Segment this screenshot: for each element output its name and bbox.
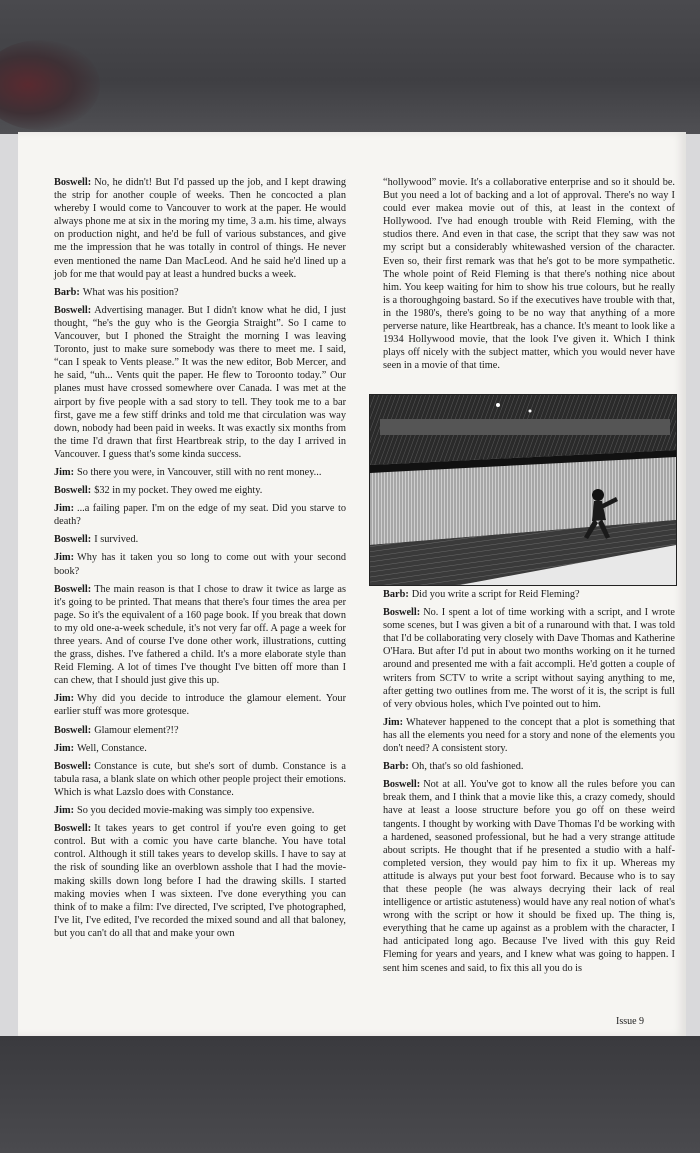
interview-paragraph (383, 588, 675, 601)
paragraph-text: What was his position? (82, 286, 179, 298)
speaker-label: Jim: (54, 805, 75, 817)
speaker-label: Boswell: (54, 304, 92, 316)
paragraph-text: Did you write a script for Reid Fleming? (411, 589, 580, 600)
paragraph-text: Not at all. You've got to know all the rules before you can break them, and I think that a movie like this, a crazy comedy, should have at least a loose structure before you go off on these weird tangents. I thought by working with Dave Thomas I'd be working with a hardened, seasoned professional, but he had a very strange attitude about scripts. He thought that if he presented a studio with a half-completed version, they would pay him to fix it up. Whereas my attitude is always put your best foot forward. Because who is to say that these people (he was always decrying their lack of real intelligence or artistic astuteness) would have any real notion of what's wrong with the script or how it should be fixed up. The thing is, everything that he came up against as a problem with the character, I had anticipated long ago. Because I've lived with this guy Reid Fleming for years and years, and I knew what was going to happen. I sent him scenes and said, to fix this all you do is (383, 779, 675, 974)
interview-paragraph (54, 176, 346, 281)
star (496, 403, 500, 407)
paragraph-text: ...a failing paper. I'm on the edge of my seat. Did you starve to death? (54, 503, 346, 528)
paragraph-text: Oh, that's so old fashioned. (411, 761, 524, 773)
speaker-label: Boswell: (54, 583, 92, 595)
interview-paragraph (54, 484, 346, 497)
star (529, 410, 532, 413)
paragraph-text: Whatever happened to the concept that a plot is something that has all the elements you need for a story and none of the elements you don't need? A consistent story. (383, 716, 675, 755)
speaker-label: Jim: (54, 693, 75, 705)
paragraph-text: The main reason is that I chose to draw it twice as large as it's going to be printed. That means that there's four times the area per page. So it's the equivalent of a 160 page book. If you break that down to my old one-a-week schedule, it's not very far off. A page a week for three years. And of course I've done other work, illustrations, cutting the grass, dishes. I've fathered a child. It's a more elaborate style than Reid Fleming. A lot of times I've thought I've bitten off more than I can chew, that I should just give this up. (54, 583, 346, 687)
issue-number: Issue 9 (616, 1016, 645, 1027)
interview-paragraph (54, 466, 346, 479)
speaker-label: Barb: (54, 286, 80, 298)
interview-paragraph (54, 742, 346, 755)
scan-background-bottom (0, 1036, 700, 1153)
speaker-label: Jim: (54, 552, 75, 564)
paragraph-text: Advertising manager. But I didn't know what he did, I just thought, “he's the guy who is the Georgia Straight”. So I came to Vancouver, but I phoned the Straight the morning I was leaving Toronto, just to make sure somebody was there to meet me. I said, “can I speak to Vents please.” It was the new editor, Bob Mercer, and he said, “uh... Vents quit the paper. He flew to Toroonto today.” Our planes must have crossed somewhere over Canada. I was met at the airport by five people with a sad story to tell. They took me to a bar first, gave me a few stiff drinks and told me that circulation was way down, nobody had been paid in weeks. It was exactly six months from the time I'd drawn that first Heartbreak strip, to the day I arrived in Vancouver. I guess that's some kinda success. (54, 304, 346, 460)
interview-paragraph (54, 502, 346, 528)
speaker-label: Jim: (383, 716, 404, 728)
speaker-label: Boswell: (383, 607, 421, 619)
paragraph-text: Why has it taken you so long to come out with your second book? (54, 552, 346, 577)
speaker-label: Boswell: (54, 823, 92, 835)
speaker-label: Barb: (383, 761, 409, 773)
speaker-label: Jim: (54, 503, 75, 515)
magazine-page (18, 132, 686, 1036)
interview-paragraph (54, 551, 346, 577)
speaker-label: Boswell: (54, 760, 92, 772)
interview-paragraph (54, 822, 346, 940)
paragraph-text: Well, Constance. (77, 742, 147, 754)
interview-paragraph (383, 778, 675, 974)
night-street-drawing (370, 395, 676, 585)
interview-paragraph (54, 304, 346, 461)
left-column (54, 176, 346, 945)
paragraph-text: I survived. (94, 534, 139, 546)
interview-paragraph (383, 760, 675, 773)
paragraph-text: $32 in my pocket. They owed me eighty. (94, 485, 263, 497)
speaker-label: Boswell: (54, 534, 92, 546)
right-column-bottom (383, 588, 675, 980)
speaker-label: Jim: (54, 742, 75, 754)
interview-paragraph (383, 606, 675, 711)
continued-paragraph: “hollywood” movie. It's a collaborative enterprise and so it should be. But you need a lot of backing and a lot of approval. There's no way I could ever makea movie out of this, at least in the context of Hollywood. I've had enough trouble with Reid Fleming, with the studios there. And even in that case, the script that they saw was not my script but a considerably whitewashed version of the character. Even so, their first remark was that he's got to be more sympathetic. The whole point of Reid Fleming is that there's nothing nice about him. You keep waiting for him to show his true colours, but he really is a thoroughgoing bastard. So if the executives have trouble with that, in the 1980's, there's going to be no way that anything of a more perverse nature, like Heartbreak, has a chance. It's meant to look like a 1934 Hollywood movie, that the look I've given it. Which I think plays off nicely with the subject matter, which you would never have seen in a movie of that time. (383, 177, 675, 372)
paragraph-text: No, he didn't! But I'd passed up the job, and I kept drawing the strip for another couple of weeks. Then he concocted a plan whereby I would come to Vancouver to work at the paper. He would always phone me at six in the moring my time, 3 a.m. his time, always on production night, and he'd be full of various substances, and give me the impression that he was totally in control of things. He never even mentioned the name Dan MacLeod. And he said he'd lined up a job for me that would pay at least a hundred bucks a week. (54, 177, 346, 280)
paragraph-text: So there you were, in Vancouver, still with no rent money... (77, 466, 322, 478)
speaker-label: Barb: (383, 589, 409, 600)
comic-illustration (369, 394, 677, 586)
interview-paragraph (54, 724, 346, 737)
speaker-label: Jim: (54, 466, 75, 478)
speaker-label: Boswell: (54, 485, 92, 497)
interview-paragraph (54, 583, 346, 688)
scan-background-top (0, 0, 700, 134)
paragraph-text: No. I spent a lot of time working with a script, and I wrote some scenes, but I was given a bit of a runaround with that. I was told that I'd be collaborating very closely with Dave Thomas and Katherine O'Hara. But after I'd put in about two months working on it he turned around and presented me with a fait accompli. He'd gotten a couple of writers from SCTV to write a script without saying anything to me, after getting two outlines from me. The worst of it is, the script is full of very obvious holes, which I've pointed out to him. (383, 607, 675, 710)
interview-paragraph (54, 533, 346, 546)
interview-paragraph (54, 760, 346, 799)
paragraph-text: Glamour element?!? (94, 724, 179, 736)
speaker-label: Boswell: (54, 724, 92, 736)
paragraph-text: So you decided movie-making was simply too expensive. (77, 805, 315, 817)
paragraph-text: Why did you decide to introduce the glamour element. Your earlier stuff was more grotesque. (54, 693, 346, 718)
interview-paragraph (54, 804, 346, 817)
scan-blotch (0, 40, 100, 130)
interview-paragraph (54, 692, 346, 718)
paragraph-text: It takes years to get control if you're even going to get control. But with a comic you have carte blanche. You have total control. Although it still takes years to develop skills. I have to say at the risk of sounding like an overblown asshole that I had the movie-making skills down long before I had the drawing skills. I started making movies when I was sixteen. I've done everything you can think of to make a film: I've directed, I've scripted, I've photographed, I've lit, I've edited, I've recorded the mixed sound and all that baloney, but you can't do all that and make your own (54, 823, 346, 939)
speaker-label: Boswell: (54, 177, 92, 188)
interview-paragraph (54, 286, 346, 299)
right-column-top (383, 176, 675, 377)
paragraph-text: Constance is cute, but she's sort of dumb. Constance is a tabula rasa, a blank slate on which other people project their emotions. Which is what Lazslo does with Constance. (54, 760, 346, 798)
distant-buildings (380, 419, 670, 435)
interview-paragraph (383, 716, 675, 755)
speaker-label: Boswell: (383, 779, 421, 791)
